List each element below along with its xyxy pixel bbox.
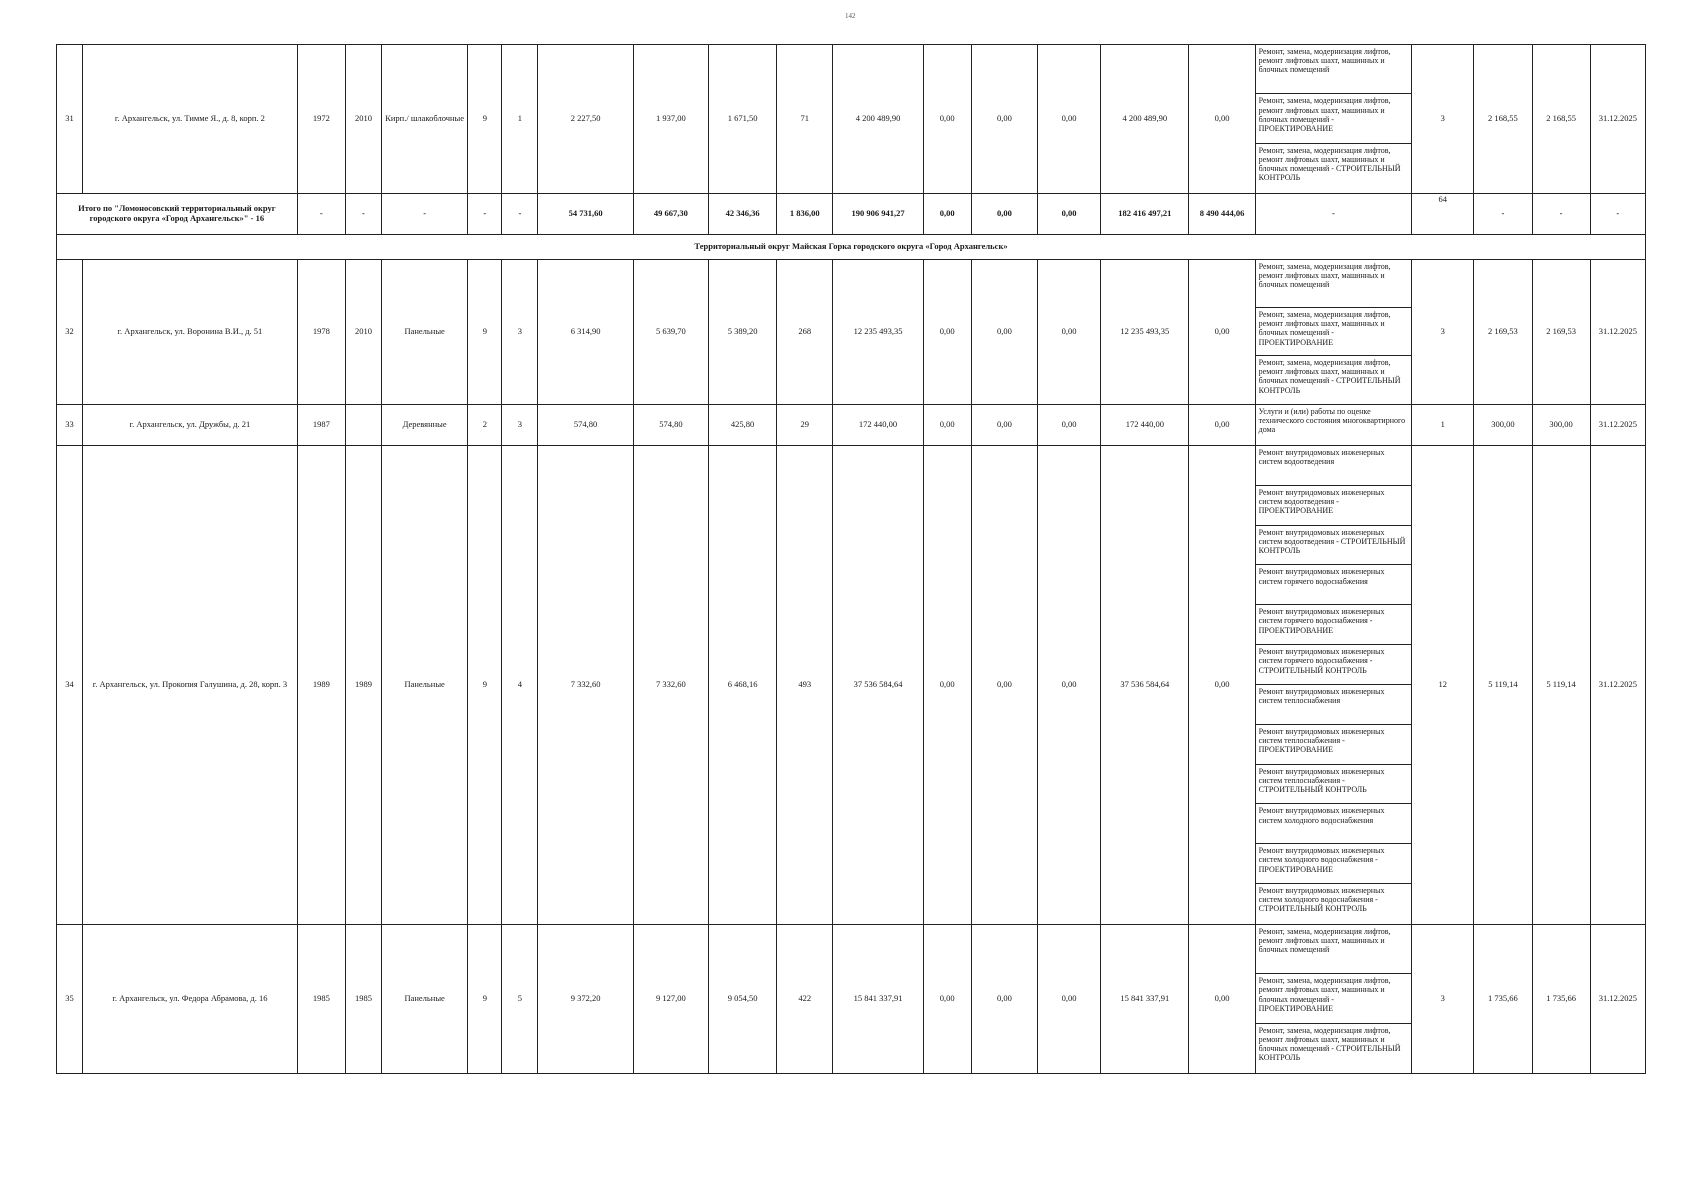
cell-residents: 422 [777,924,833,1073]
work-item: Ремонт, замена, модернизация лифтов, ремонт лифтовых шахт, машинных и блочных помещений - ПРОЕКТИРОВАНИЕ [1256,974,1411,1023]
cell-fund-fed: 0,00 [923,404,971,445]
cell-unit-cost: 300,00 [1474,404,1532,445]
cell-walls: Кирп./ шлакоблочные [382,45,468,194]
work-item: Ремонт внутридомовых инженерных систем теплоснабжения - ПРОЕКТИРОВАНИЕ [1256,725,1411,765]
cell-area-all: 7 332,60 [633,445,708,924]
page-number: 142 [845,12,856,20]
total-works-count: 64 [1412,193,1474,234]
work-item: Ремонт внутридомовых инженерных систем теплоснабжения - СТРОИТЕЛЬНЫЙ КОНТРОЛЬ [1256,765,1411,805]
cell-area-all: 9 127,00 [633,924,708,1073]
cell-fund-mun: 0,00 [1038,259,1101,404]
register-table [56,44,1646,1074]
work-item: Ремонт, замена, модернизация лифтов, ремонт лифтовых шахт, машинных и блочных помещений - СТРОИТЕЛЬНЫЙ КОНТРОЛЬ [1258,357,1401,395]
cell-deadline: 31.12.2025 [1590,924,1645,1073]
cell-year-overhaul: 2010 [345,259,381,404]
cell-fund-other: 0,00 [1189,259,1255,404]
work-item: Услуги и (или) работы по оценке технического состояния многоквартирного дома [1258,406,1406,435]
cell-cost-total: 172 440,00 [833,404,923,445]
total-fund-other: 8 490 444,06 [1189,193,1255,234]
cell-fund-other: 0,00 [1189,404,1255,445]
cell-unit-cost: 2 169,53 [1474,259,1532,404]
cell-year-overhaul: 1989 [345,445,381,924]
cell-fund-owners: 15 841 337,91 [1101,924,1189,1073]
cell-cost-total: 15 841 337,91 [833,924,923,1073]
table-row [57,924,1646,1073]
cell-address: г. Архангельск, ул. Федора Абрамова, д. 16 [83,924,298,1073]
cell-area-living: 6 468,16 [709,445,777,924]
total-dash: - [382,193,468,234]
works-cell [1255,924,1411,1073]
table-row [57,45,1646,194]
cell-fund-owners: 4 200 489,90 [1101,45,1189,194]
cell-year-overhaul: 2010 [345,45,381,194]
cell-floors: 9 [468,45,502,194]
total-dash: - [1255,193,1411,234]
cell-area-living: 1 671,50 [709,45,777,194]
work-item: Ремонт внутридомовых инженерных систем холодного водоснабжения - ПРОЕКТИРОВАНИЕ [1256,844,1411,884]
total-residents: 1 836,00 [777,193,833,234]
total-dash: - [468,193,502,234]
cell-works-count: 1 [1412,404,1474,445]
work-item: Ремонт, замена, модернизация лифтов, ремонт лифтовых шахт, машинных и блочных помещений [1256,260,1411,308]
cell-deadline: 31.12.2025 [1590,404,1645,445]
cell-fund-mun: 0,00 [1038,445,1101,924]
cell-deadline: 31.12.2025 [1590,259,1645,404]
work-item: Ремонт, замена, модернизация лифтов, ремонт лифтовых шахт, машинных и блочных помещений [1256,45,1411,94]
cell-entrances: 3 [502,404,538,445]
cell-residents: 71 [777,45,833,194]
cell-year-overhaul [345,404,381,445]
cell-year-built: 1978 [297,259,345,404]
total-dash: - [345,193,381,234]
cell-walls: Панельные [382,445,468,924]
total-row [57,193,1646,234]
cell-address: г. Архангельск, ул. Тимме Я., д. 8, корп. 2 [83,45,298,194]
cell-year-built: 1987 [297,404,345,445]
cell-unit-cost-max: 5 119,14 [1532,445,1590,924]
cell-unit-cost-max: 300,00 [1532,404,1590,445]
work-item: Ремонт внутридомовых инженерных систем горячего водоснабжения - ПРОЕКТИРОВАНИЕ [1256,605,1411,645]
work-item: Ремонт внутридомовых инженерных систем водоотведения [1256,446,1411,486]
cell-year-built: 1985 [297,924,345,1073]
work-item: Ремонт, замена, модернизация лифтов, ремонт лифтовых шахт, машинных и блочных помещений [1256,925,1411,974]
cell-cost-total: 12 235 493,35 [833,259,923,404]
cell-area-all: 5 639,70 [633,259,708,404]
cell-n: 31 [57,45,83,194]
work-item: Ремонт внутридомовых инженерных систем горячего водоснабжения - СТРОИТЕЛЬНЫЙ КОНТРОЛЬ [1256,645,1411,685]
cell-area-total: 6 314,90 [538,259,633,404]
cell-n: 33 [57,404,83,445]
cell-walls: Панельные [382,924,468,1073]
cell-works-count: 3 [1412,259,1474,404]
cell-fund-reg: 0,00 [971,259,1037,404]
cell-fund-reg: 0,00 [971,45,1037,194]
cell-fund-fed: 0,00 [923,45,971,194]
total-dash: - [1532,193,1590,234]
cell-fund-other: 0,00 [1189,45,1255,194]
total-dash: - [1590,193,1645,234]
total-fund-reg: 0,00 [971,193,1037,234]
total-fund-owners: 182 416 497,21 [1101,193,1189,234]
cell-area-living: 9 054,50 [709,924,777,1073]
district-title: Территориальный округ Майская Горка городского округа «Город Архангельск» [57,234,1646,259]
cell-walls: Панельные [382,259,468,404]
cell-floors: 9 [468,259,502,404]
table-row [57,404,1646,445]
works-cell [1255,45,1411,194]
cell-address: г. Архангельск, ул. Прокопия Галушина, д. 28, корп. 3 [83,445,298,924]
total-area-living: 42 346,36 [709,193,777,234]
cell-fund-owners: 12 235 493,35 [1101,259,1189,404]
cell-n: 34 [57,445,83,924]
cell-works-count: 3 [1412,924,1474,1073]
cell-fund-other: 0,00 [1189,924,1255,1073]
cell-fund-mun: 0,00 [1038,404,1101,445]
cell-unit-cost: 2 168,55 [1474,45,1532,194]
work-item: Ремонт, замена, модернизация лифтов, ремонт лифтовых шахт, машинных и блочных помещений - ПРОЕКТИРОВАНИЕ [1256,308,1411,356]
total-cost: 190 906 941,27 [833,193,923,234]
cell-fund-fed: 0,00 [923,445,971,924]
cell-works-count: 3 [1412,45,1474,194]
cell-entrances: 1 [502,45,538,194]
total-label: Итого по "Ломоносовский территориальный округ городского округа «Город Архангельск»" - 16 [57,193,298,234]
cell-fund-fed: 0,00 [923,259,971,404]
works-cell [1255,445,1411,924]
cell-fund-other: 0,00 [1189,445,1255,924]
cell-deadline: 31.12.2025 [1590,45,1645,194]
cell-n: 32 [57,259,83,404]
cell-fund-reg: 0,00 [971,404,1037,445]
cell-address: г. Архангельск, ул. Воронина В.И., д. 51 [83,259,298,404]
cell-area-all: 574,80 [633,404,708,445]
cell-year-built: 1972 [297,45,345,194]
cell-fund-owners: 172 440,00 [1101,404,1189,445]
cell-works-count: 12 [1412,445,1474,924]
work-item: Ремонт внутридомовых инженерных систем холодного водоснабжения - СТРОИТЕЛЬНЫЙ КОНТРОЛЬ [1258,886,1385,914]
cell-entrances: 5 [502,924,538,1073]
cell-fund-reg: 0,00 [971,445,1037,924]
cell-fund-mun: 0,00 [1038,924,1101,1073]
cell-residents: 268 [777,259,833,404]
total-area-all: 49 667,30 [633,193,708,234]
cell-unit-cost: 5 119,14 [1474,445,1532,924]
cell-floors: 9 [468,445,502,924]
table-row [57,259,1646,404]
cell-area-all: 1 937,00 [633,45,708,194]
cell-deadline: 31.12.2025 [1590,445,1645,924]
total-fund-fed: 0,00 [923,193,971,234]
work-item: Ремонт внутридомовых инженерных систем холодного водоснабжения [1256,804,1411,844]
cell-cost-total: 37 536 584,64 [833,445,923,924]
cell-entrances: 4 [502,445,538,924]
cell-unit-cost-max: 1 735,66 [1532,924,1590,1073]
work-item: Ремонт внутридомовых инженерных систем водоотведения - СТРОИТЕЛЬНЫЙ КОНТРОЛЬ [1256,526,1411,566]
total-fund-mun: 0,00 [1038,193,1101,234]
district-row [57,234,1646,259]
work-item: Ремонт внутридомовых инженерных систем водоотведения - ПРОЕКТИРОВАНИЕ [1256,486,1411,526]
work-item: Ремонт, замена, модернизация лифтов, ремонт лифтовых шахт, машинных и блочных помещений - ПРОЕКТИРОВАНИЕ [1256,94,1411,143]
cell-area-total: 7 332,60 [538,445,633,924]
total-dash: - [297,193,345,234]
total-dash: - [1474,193,1532,234]
cell-floors: 9 [468,924,502,1073]
cell-cost-total: 4 200 489,90 [833,45,923,194]
cell-area-total: 574,80 [538,404,633,445]
cell-area-total: 2 227,50 [538,45,633,194]
work-item: Ремонт, замена, модернизация лифтов, ремонт лифтовых шахт, машинных и блочных помещений - СТРОИТЕЛЬНЫЙ КОНТРОЛЬ [1258,145,1401,183]
cell-unit-cost: 1 735,66 [1474,924,1532,1073]
cell-n: 35 [57,924,83,1073]
cell-fund-owners: 37 536 584,64 [1101,445,1189,924]
work-item: Ремонт, замена, модернизация лифтов, ремонт лифтовых шахт, машинных и блочных помещений - СТРОИТЕЛЬНЫЙ КОНТРОЛЬ [1258,1025,1401,1063]
cell-fund-fed: 0,00 [923,924,971,1073]
cell-floors: 2 [468,404,502,445]
cell-area-living: 425,80 [709,404,777,445]
table-row [57,445,1646,924]
work-item: Ремонт внутридомовых инженерных систем горячего водоснабжения [1256,565,1411,605]
cell-unit-cost-max: 2 168,55 [1532,45,1590,194]
work-item: Ремонт внутридомовых инженерных систем теплоснабжения [1256,685,1411,725]
cell-address: г. Архангельск, ул. Дружбы, д. 21 [83,404,298,445]
cell-area-living: 5 389,20 [709,259,777,404]
works-cell [1255,259,1411,404]
total-dash: - [502,193,538,234]
cell-entrances: 3 [502,259,538,404]
cell-unit-cost-max: 2 169,53 [1532,259,1590,404]
cell-fund-mun: 0,00 [1038,45,1101,194]
cell-residents: 493 [777,445,833,924]
cell-residents: 29 [777,404,833,445]
cell-fund-reg: 0,00 [971,924,1037,1073]
total-area-total: 54 731,60 [538,193,633,234]
cell-year-overhaul: 1985 [345,924,381,1073]
works-cell [1255,404,1411,445]
cell-year-built: 1989 [297,445,345,924]
cell-area-total: 9 372,20 [538,924,633,1073]
cell-walls: Деревянные [382,404,468,445]
